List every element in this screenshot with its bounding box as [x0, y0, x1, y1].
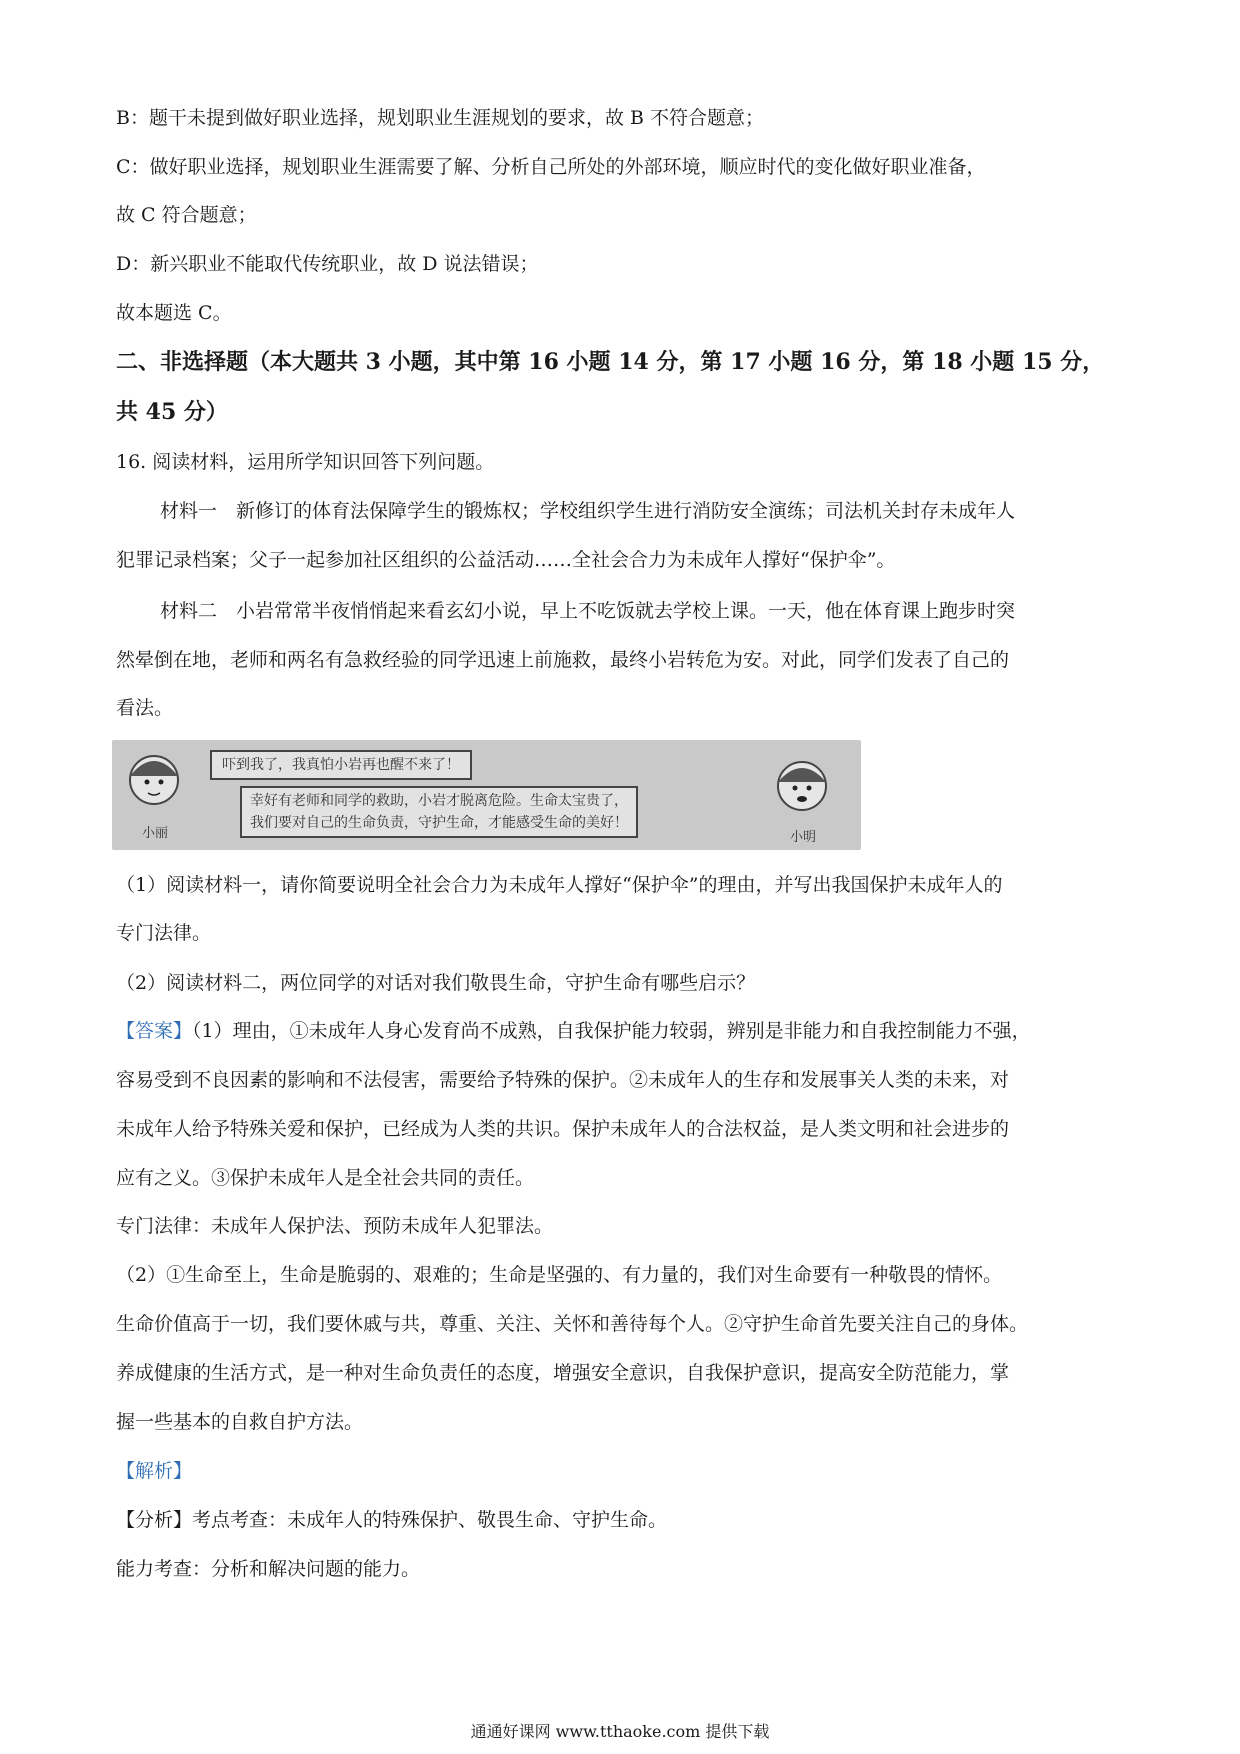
- sub-question-2: （2）阅读材料二，两位同学的对话对我们敬畏生命，守护生命有哪些启示？: [116, 972, 756, 994]
- option-b-text: B：题干未提到做好职业选择，规划职业生涯规划的要求，故 B 不符合题意；: [116, 107, 765, 129]
- analysis-points: 【分析】考点考查：未成年人的特殊保护、敬畏生命、守护生命。: [116, 1509, 668, 1531]
- page-footer: 通通好课网 www.tthaoke.com 提供下载: [470, 1722, 770, 1741]
- option-d-text: D：新兴职业不能取代传统职业，故 D 说法错误；: [116, 253, 539, 275]
- answer-1-cont-3: 应有之义。③保护未成年人是全社会共同的责任。: [116, 1167, 535, 1189]
- analysis-tag: 【解析】: [116, 1460, 193, 1482]
- answer-line-1: [116, 1016, 1031, 1046]
- speech-bubble-right-line2: 我们要对自己的生命负责，守护生命，才能感受生命的美好！: [250, 815, 628, 831]
- answer-1-cont-2: 未成年人给予特殊关爱和保护，已经成为人类的共识。保护未成年人的合法权益，是人类文明和社会进步的: [116, 1118, 1010, 1140]
- dialogue-illustration: [112, 740, 861, 850]
- speech-bubble-left-text: 吓到我了，我真怕小岩再也醒不来了！: [222, 757, 460, 773]
- question-16: 16. 阅读材料，运用所学知识回答下列问题。: [116, 451, 495, 473]
- sub-question-1: （1）阅读材料一，请你简要说明全社会合力为未成年人撑好“保护伞”的理由，并写出我国保护未成年人的: [116, 874, 1003, 896]
- material-2-end: 看法。: [116, 697, 174, 719]
- answer-1-cont-1: 容易受到不良因素的影响和不法侵害，需要给予特殊的保护。②未成年人的生存和发展事关人类的未来，对: [116, 1069, 1010, 1091]
- answer-2-cont-1: 生命价值高于一切，我们要休戚与共，尊重、关注、关怀和善待每个人。②守护生命首先要关注自己的身体。: [116, 1313, 1029, 1335]
- material-1: 材料一 新修订的体育法保障学生的锻炼权；学校组织学生进行消防安全演练；司法机关封存未成年人: [160, 500, 1016, 522]
- option-c-text: C：做好职业选择，规划职业生涯需要了解、分析自己所处的外部环境，顺应时代的变化做好职业准备，: [116, 156, 986, 178]
- speech-bubble-right: [240, 786, 638, 838]
- speaker-label-left: 小丽: [142, 826, 169, 841]
- answer-2-cont-2: 养成健康的生活方式，是一种对生命负责任的态度，增强安全意识，自我保护意识，提高安全防范能力，掌: [116, 1362, 1010, 1384]
- answer-2: （2）①生命至上，生命是脆弱的、艰难的；生命是坚强的、有力量的，我们对生命要有一种敬畏的情怀。: [116, 1264, 1003, 1286]
- material-2: 材料二 小岩常常半夜悄悄起来看玄幻小说，早上不吃饭就去学校上课。一天，他在体育课上跑步时突: [160, 600, 1016, 622]
- section-title-cont: 共 45 分）: [116, 399, 228, 425]
- answer-1-text: （1）理由，①未成年人身心发育尚不成熟，自我保护能力较弱，辨别是非能力和自我控制能力不强，: [192, 1020, 1031, 1042]
- conclusion-text: 故本题选 C。: [116, 302, 232, 324]
- speech-bubble-left: [210, 750, 472, 780]
- answer-tag: 【答案】: [116, 1020, 193, 1042]
- answer-2-cont-3: 握一些基本的自救自护方法。: [116, 1411, 364, 1433]
- material-2-cont: 然晕倒在地，老师和两名有急救经验的同学迅速上前施救，最终小岩转危为安。对此，同学们发表了自己的: [116, 649, 1010, 671]
- material-1-cont: 犯罪记录档案；父子一起参加社区组织的公益活动……全社会合力为未成年人撑好“保护伞”。: [116, 549, 896, 571]
- speaker-label-right: 小明: [790, 830, 817, 845]
- analysis-ability: 能力考查：分析和解决问题的能力。: [116, 1558, 421, 1580]
- section-title: 二、非选择题（本大题共 3 小题，其中第 16 小题 14 分，第 17 小题 16 分，第 18 小题 15 分，: [116, 349, 1105, 375]
- option-c-text-cont: 故 C 符合题意；: [116, 204, 257, 226]
- speech-bubble-right-line1: 幸好有老师和同学的救助，小岩才脱离危险。生命太宝贵了，: [250, 793, 628, 809]
- answer-law: 专门法律：未成年人保护法、预防未成年人犯罪法。: [116, 1215, 554, 1237]
- sub-question-1-cont: 专门法律。: [116, 922, 212, 944]
